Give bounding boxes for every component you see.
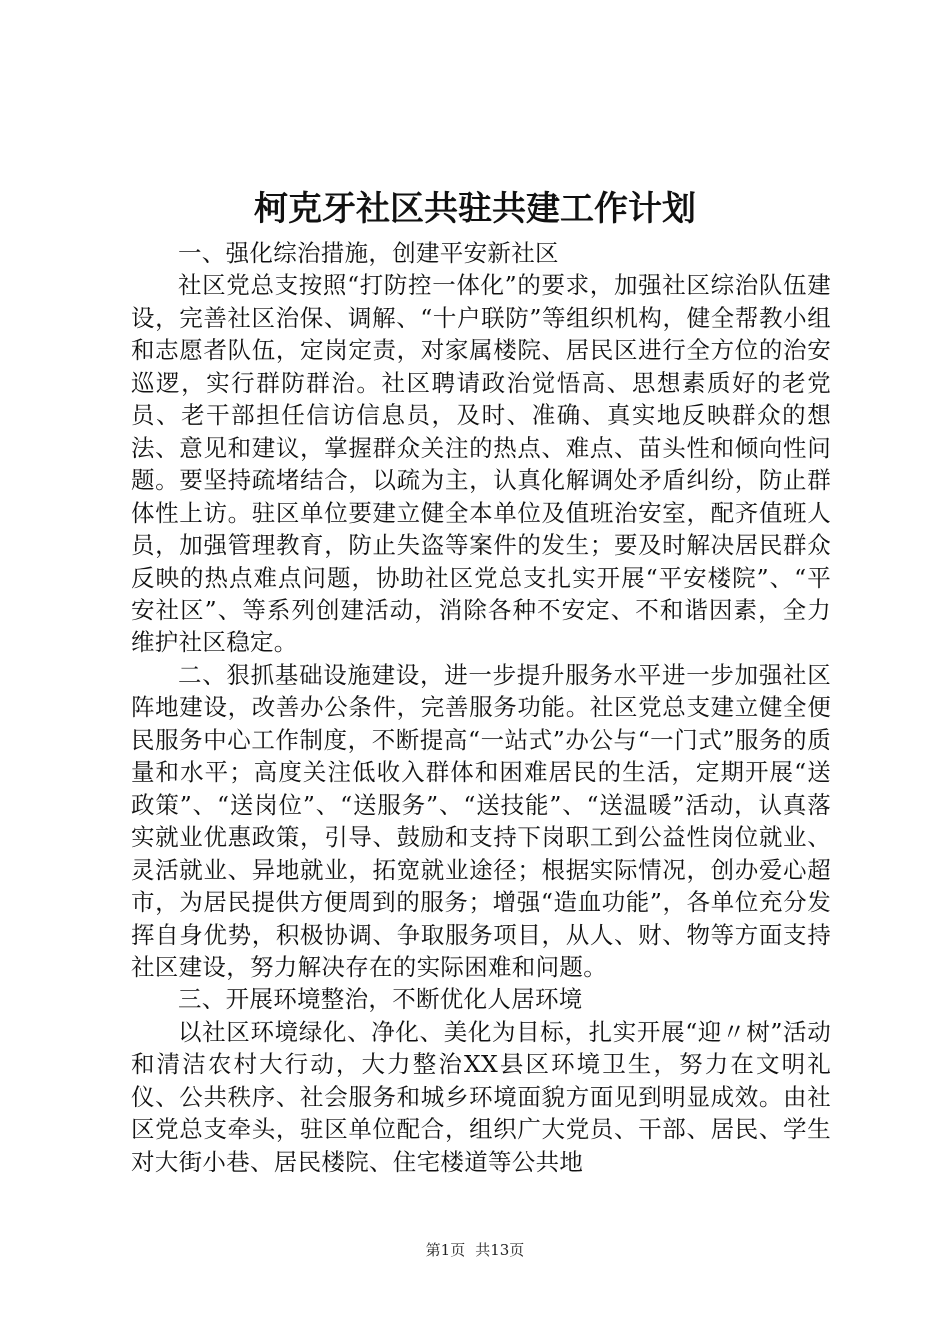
- document-body: [131, 237, 831, 1178]
- document-title: 柯克牙社区共驻共建工作计划: [254, 189, 696, 229]
- body-paragraph: 以社区环境绿化、净化、美化为目标，扎实开展“迎〃树”活动和清洁农村大行动，大力整治XX县区环境卫生，努力在文明礼仪、公共秩序、社会服务和城乡环境面貌方面见到明显成效。由社区党总支牵头，驻区单位配合，组织广大党员、干部、居民、学生对大街小巷、居民楼院、住宅楼道等公共地: [131, 1017, 831, 1176]
- body-paragraph: 社区党总支按照“打防控一体化”的要求，加强社区综治队伍建设，完善社区治保、调解、“十户联防”等组织机构，健全帮教小组和志愿者队伍，定岗定责，对家属楼院、居民区进行全方位的治安巡逻，实行群防群治。社区聘请政治觉悟高、思想素质好的老党员、老干部担任信访信息员，及时、准确、真实地反映群众的想法、意见和建议，掌握群众关注的热点、难点、苗头性和倾向性问题。要坚持疏堵结合，以疏为主，认真化解调处矛盾纠纷，防止群体性上访。驻区单位要建立健全本单位及值班治安室，配齐值班人员，加强管理教育，防止失盗等案件的发生；要及时解决居民群众反映的热点难点问题，协助社区党总支扎实开展“平安楼院”、“平安社区”、等系列创建活动，消除各种不安定、不和谐因素，全力维护社区稳定。: [131, 271, 831, 657]
- section-heading-3: 三、开展环境整治，不断优化人居环境: [178, 985, 583, 1014]
- page-total: 共13页: [475, 1241, 525, 1259]
- section-heading-1: 一、强化综治措施，创建平安新社区: [178, 239, 559, 267]
- page-footer: [0, 1240, 950, 1260]
- page-number: 第1页: [425, 1241, 466, 1259]
- body-paragraph: 二、狠抓基础设施建设，进一步提升服务水平进一步加强社区阵地建设，改善办公条件，完善服务功能。社区党总支建立健全便民服务中心工作制度，不断提高“一站式”办公与“一门式”服务的质量和水平；高度关注低收入群体和困难居民的生活，定期开展“送政策”、“送岗位”、“送服务”、“送技能”、“送温暖”活动，认真落实就业优惠政策，引导、鼓励和支持下岗职工到公益性岗位就业、灵活就业、异地就业，拓宽就业途径；根据实际情况，创办爱心超市，为居民提供方便周到的服务；增强“造血功能”，各单位充分发挥自身优势，积极协调、争取服务项目，从人、财、物等方面支持社区建设，努力解决存在的实际困难和问题。: [131, 660, 831, 981]
